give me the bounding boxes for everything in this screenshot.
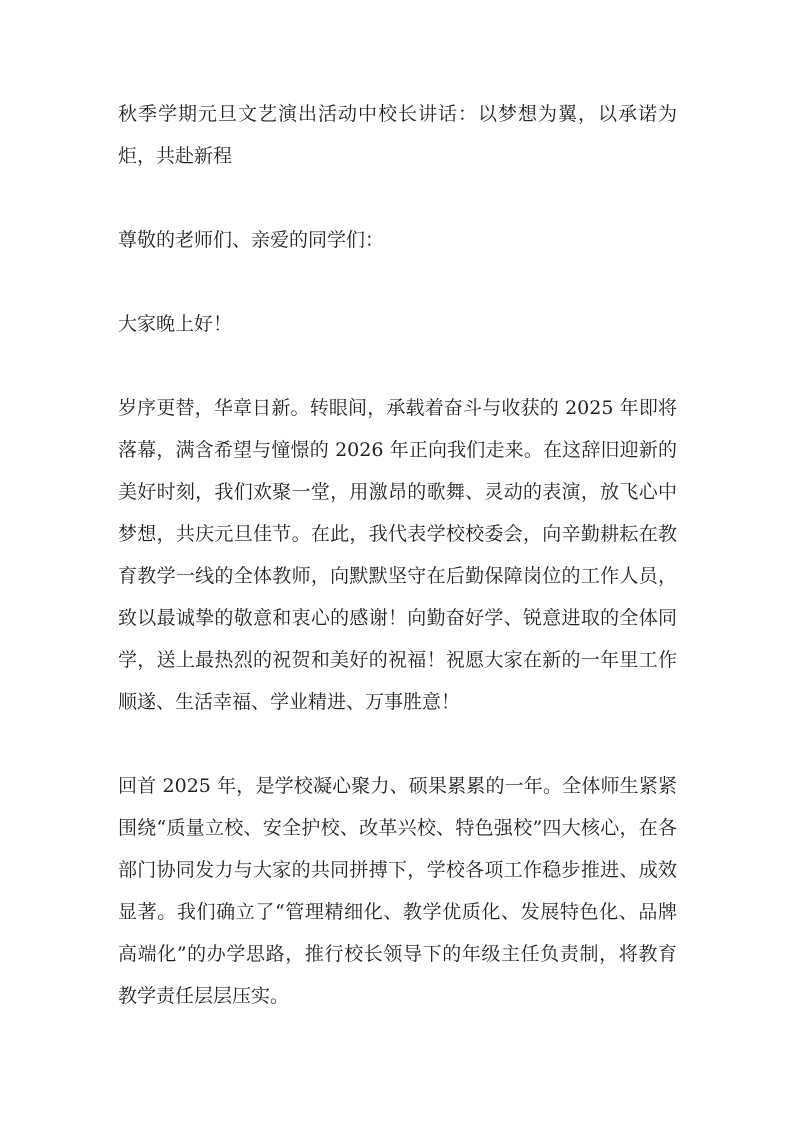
body-paragraph: 岁序更替，华章日新。转眼间，承载着奋斗与收获的 2025 年即将落幕，满含希望与憧憬的 2026 年正向我们走来。在这辞旧迎新的美好时刻，我们欢聚一堂，用激昂的歌舞、灵动的表演，放飞心中梦想，共庆元旦佳节。在此，我代表学校校委会，向辛勤耕耘在教育教学一线的全体教师，向默默坚守在后勤保障岗位的工作人员，致以最诚挚的敬意和衷心的感谢！向勤奋好学、锐意进取的全体同学，送上最热烈的祝贺和美好的祝福！祝愿大家在新的一年里工作顺遂、生活幸福、学业精进、万事胜意！ bbox=[118, 397, 677, 713]
salutation-paragraph: 尊敬的老师们、亲爱的同学们： bbox=[118, 229, 385, 251]
greeting-paragraph: 大家晚上好！ bbox=[118, 313, 233, 335]
body-paragraph: 回首 2025 年，是学校凝心聚力、硕果累累的一年。全体师生紧紧围绕“质量立校、安全护校、改革兴校、特色强校”四大核心，在各部门协同发力与大家的共同拼搏下，学校各项工作稳步推进、成效显著。我们确立了“管理精细化、教学优质化、发展特色化、品牌高端化”的办学思路，推行校长领导下的年级主任负责制，将教育教学责任层层压实。 bbox=[118, 775, 677, 1007]
document-title: 秋季学期元旦文艺演出活动中校长讲话：以梦想为翼，以承诺为炬，共赴新程 bbox=[118, 103, 677, 167]
